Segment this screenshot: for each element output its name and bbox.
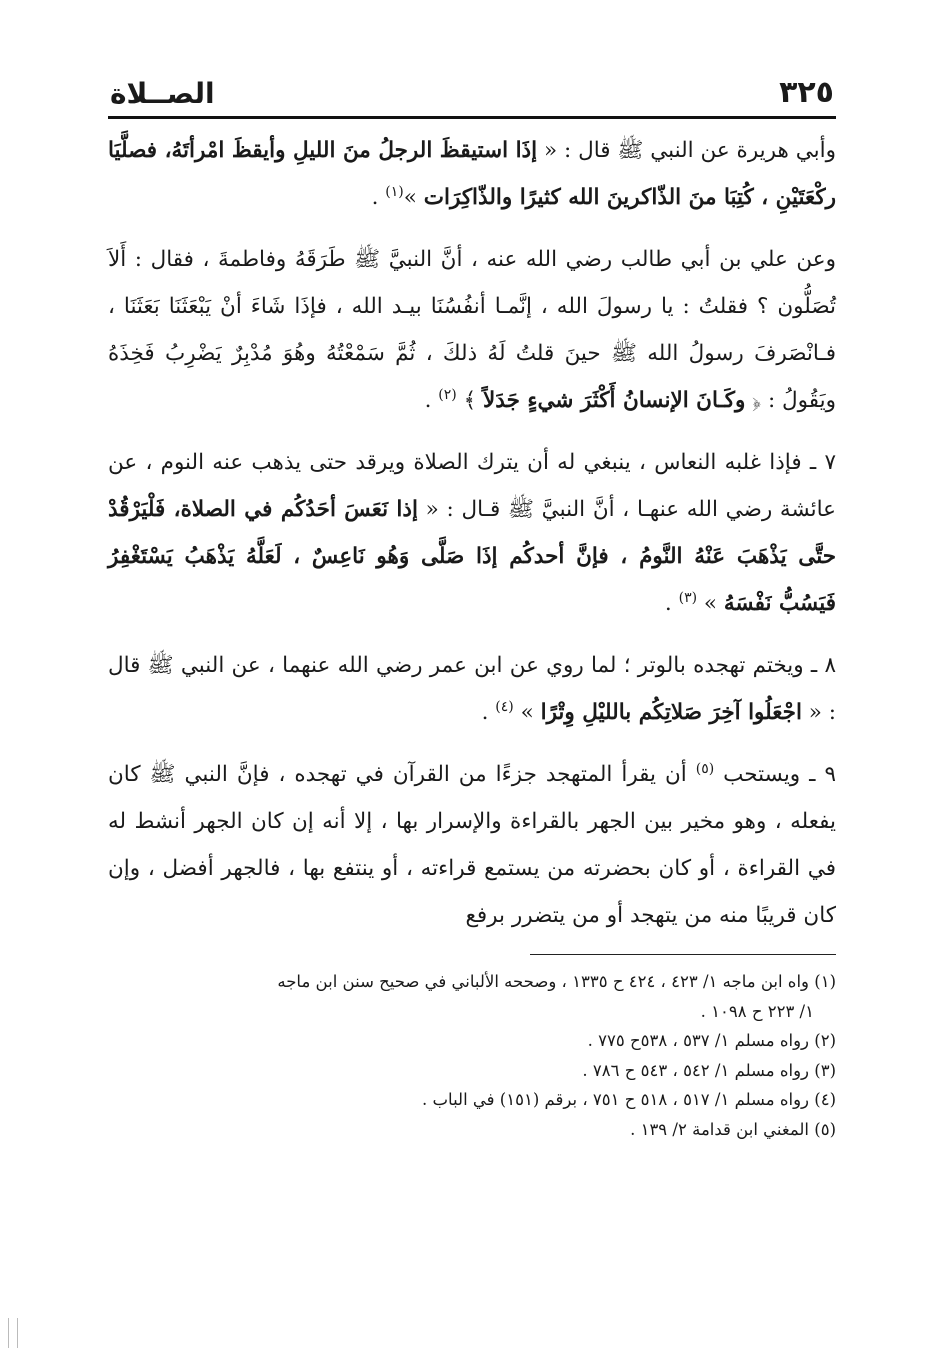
footnote-4 <box>108 1085 836 1115</box>
footnote-separator <box>530 954 836 955</box>
hadith-quote: اجْعَلُوا آخِرَ صَلاتِكُم بالليْلِ وِتْرًا <box>540 700 802 725</box>
footnotes <box>108 967 836 1144</box>
footnote-3 <box>108 1056 836 1086</box>
footnote-ref-2[interactable]: (٢) <box>438 386 457 403</box>
footnote-2 <box>108 1026 836 1056</box>
footnote-ref-3[interactable]: (٣) <box>678 589 698 606</box>
paragraph-text: وعن علي بن أبي طالب رضي الله عنه ، أنَّ النبيَّ ﷺ طَرَقَهُ وفاطمةَ ، فقال : أَلاَ تُصَلُّون ؟ فقلتُ : يا رسولَ الله ، إنَّمـا أنفُسُنَا بيـد الله ، فإذَا شَاءَ أنْ يَبْعَثَنَا بَعَثَنَا ، فـانْصَرفَ رسولُ الله ﷺ حينَ قلتُ لَهُ ذلكَ ، ثُمَّ سَمْعْتُهُ وهُوَ مُدْبِرٌ يَضْرِبُ فَخِذَهُ ويَقُولُ : ﴿ <box>108 247 836 413</box>
running-title: الصــلاة <box>110 77 215 110</box>
book-page <box>108 60 836 1144</box>
paragraph-text: » <box>513 700 541 725</box>
scan-edge-mark <box>8 1318 18 1348</box>
footnote-text: (٣) رواه مسلم ١/ ٥٤٢ ، ٥٤٣ ح ٧٨٦ . <box>582 1060 836 1080</box>
paragraph-item-8 <box>108 642 836 736</box>
paragraph-text: » <box>403 185 424 210</box>
footnote-ref-5[interactable]: (٥) <box>695 760 715 777</box>
footnote-text: (٢) رواه مسلم ١/ ٥٣٧ ، ٥٣٨ح ٧٧٥ . <box>587 1031 836 1050</box>
paragraph-text: ٩ ـ ويستحب <box>714 762 836 787</box>
paragraph-item-7 <box>108 439 836 627</box>
paragraph-item-9 <box>108 751 836 939</box>
footnote-ref-1[interactable]: (١) <box>385 183 404 200</box>
paragraph-text: . <box>481 700 496 725</box>
paragraph-text: . <box>664 591 679 616</box>
footnote-ref-4[interactable]: (٤) <box>495 698 514 715</box>
hadith-quote: إذَا استيقظَ الرجلُ منَ الليلِ وأيقظَ امْرأتَهُ، فصلَّيَا ركْعَتَيْنِ ، كُتِبَا منَ الذّاكرينَ الله كثيرًا والذّاكِرَات <box>108 138 836 210</box>
footnote-text: (٥) المغني ابن قدامة ٢/ ١٣٩ . <box>630 1119 836 1139</box>
footnote-1 <box>108 967 836 1026</box>
paragraph-text: . <box>424 388 439 413</box>
paragraph-text: ﴾ <box>456 388 484 413</box>
footnote-text: (٤) رواه مسلم ١/ ٥١٧ ، ٥١٨ ح ٧٥١ ، برقم (١٥١) في الباب . <box>422 1090 836 1109</box>
paragraph-text: » <box>697 591 724 616</box>
header-rule <box>108 116 836 119</box>
hadith-quote: إذا نَعَسَ أحَدُكُم في الصلاة، فَلْيَرْقُدْ حتَّى يَذْهَبَ عَنْهُ النَّومُ ، فإنَّ أحدكُم إذَا صَلَّى وَهُو نَاعِسٌ ، لَعَلَّهُ يَذْهَبُ يَسْتَغْفِرُ فَيَسُبُّ نَفْسَهُ <box>108 497 836 616</box>
quran-verse: وكَـانَ الإنسانُ أَكْثَرَ شيءٍ جَدَلاً <box>483 388 746 413</box>
paragraph-text: ٨ ـ ويختم تهجده بالوتر ؛ لما روي عن ابن عمر رضي الله عنهما ، عن النبي ﷺ قال : « <box>108 653 836 725</box>
paragraph-text: ٧ ـ فإذا غلبه النعاس ، ينبغي له أن يترك الصلاة ويرقد حتى يذهب عنه النوم ، عن عائشة رضي الله عنهـا ، أنَّ النبيَّ ﷺ قـال : « <box>108 450 836 522</box>
footnote-text: (١) واه ابن ماجه ١/ ٤٢٣ ، ٤٢٤ ح ١٣٣٥ ، وصححه الألباني في صحيح سنن ابن ماجه <box>277 972 836 991</box>
page-header <box>108 60 836 110</box>
paragraph-text: . <box>371 185 386 210</box>
paragraph-ali-hadith <box>108 236 836 424</box>
paragraph-abu-hurairah-hadith <box>108 127 836 221</box>
paragraph-text: أن يقرأ المتهجد جزءًا من القرآن في تهجده ، فإنَّ النبي ﷺ كان يفعله ، وهو مخير بين الجهر بالقراءة والإسرار بها ، إلا أنه إن كان الجهر أنشط له في القراءة ، أو كان بحضرته من يستمع قراءته ، أو ينتفع بها ، فالجهر أفضل ، وإن كان قريبًا منه من يتهجد أو من يتضرر برفع <box>108 762 836 928</box>
footnote-5 <box>108 1115 836 1145</box>
page-number: ٣٢٥ <box>779 75 834 110</box>
footnote-text-continued: ١/ ٢٢٣ ح ١٠٩٨ . <box>700 1001 814 1021</box>
paragraph-text: وأبي هريرة عن النبي ﷺ قال : « <box>537 138 836 163</box>
